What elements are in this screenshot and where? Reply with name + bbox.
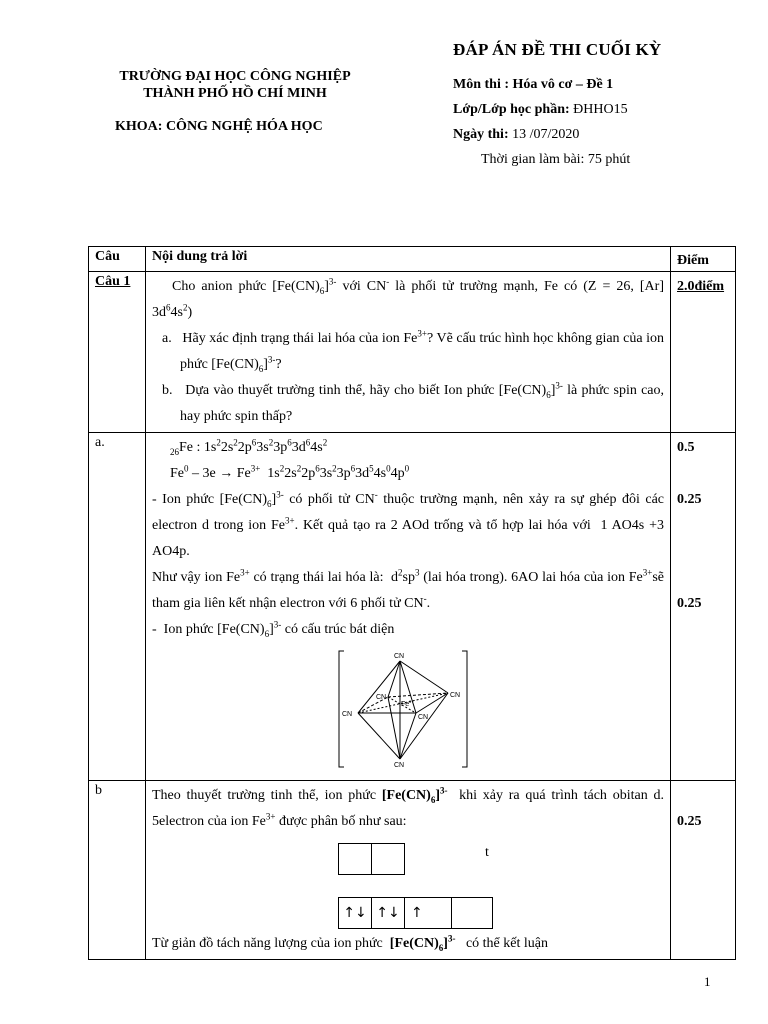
part-b-label: b — [95, 783, 102, 798]
class-label: Lớp/Lớp học phần: — [453, 102, 570, 117]
question-label: Câu 1 — [95, 274, 131, 289]
ligand-label-left: CN — [342, 711, 353, 718]
university-name-line1: TRƯỜNG ĐẠI HỌC CÔNG NGHIỆP — [119, 69, 351, 84]
ligand-label-front: CN — [418, 714, 429, 721]
answer-table — [88, 246, 736, 960]
octahedral-structure-diagram — [338, 649, 468, 769]
university-name-line2: THÀNH PHỐ HỒ CHÍ MINH — [143, 86, 327, 101]
orbital-box-eg-2 — [372, 843, 405, 875]
central-atom-label: Fe — [401, 701, 410, 708]
date-row — [453, 122, 753, 147]
central-atom-charge: 3+ — [409, 699, 414, 704]
ligand-label-top: CN — [394, 653, 405, 660]
orbital-box-t2g-3: ↑ — [405, 897, 452, 929]
date-value: 13 /07/2020 — [512, 127, 580, 142]
header-cau: Câu — [89, 247, 146, 272]
t2g-orbital-boxes — [338, 897, 664, 929]
orbital-box-eg-1 — [338, 843, 372, 875]
orbital-box-t2g-2: ↑↓ — [372, 897, 405, 929]
part-a-content: $_{26}$Fe : $1s^22s^22p^63s^23p^63d^64s^2$ $Fe^0 - 3e \to Fe^{3+}$ $1s^22s^22p^63s^23p^63d^54s^04p^0$ - Ion phức $[Fe(CN)_6]^{3-}$ có phối tử CN- thuộc trường mạnh, nên xảy ra sự ghép đôi các electron d trong ion $Fe^{3+}$. Kết quả tạo ra 2 AOd trống và tổ hợp lai hóa với 1 AO4s +3 AO4p. Như vậy ion $Fe^{3+}$ có trạng thái lai hóa là: $d^2sp^3$ (lai hóa trong). 6AO lai hóa của ion $Fe^{3+}sẽ$ tham gia liên kết nhận electron với 6 phối tử CN-. - Ion phức $[Fe(CN)_6]^{3-}$ có cấu trúc bát diện CN CN CN CN CN CN Fe 3+ — [146, 433, 671, 781]
class-value: ĐHHO15 — [573, 102, 628, 117]
ligand-label-right: CN — [450, 692, 461, 699]
question-score: 2.0điểm — [677, 279, 725, 294]
subject-label: Môn thi : — [453, 77, 509, 92]
score-b: 0.25 — [677, 814, 702, 829]
class-row — [453, 97, 753, 122]
header-noidung: Nội dung trả lời — [146, 247, 671, 272]
question-content: Cho anion phức $[Fe(CN)_6]^{3-}$ với CN- là phối tử trường mạnh, Fe có (Z = 26, [Ar] $3d^64s^2$) a. Hãy xác định trạng thái lai hóa của ion $Fe^{3+}$? Vẽ cấu trúc hình học không gian của ion phức $[Fe(CN)_6]^{3-}$? b. Dựa vào thuyết trường tinh thể, hãy cho biết Ion phức $[Fe(CN)_6]^{3-}$ là phức spin cao, hay phức spin thấp? — [146, 272, 671, 433]
table-row-a — [89, 433, 736, 781]
header-diem: Điểm — [671, 247, 736, 272]
eg-orbital-boxes — [338, 843, 664, 875]
document-title: ĐÁP ÁN ĐỀ THI CUỐI KỲ — [453, 40, 662, 59]
page-number: 1 — [704, 974, 711, 989]
table-header-row — [89, 247, 736, 272]
part-a-label: a. — [95, 435, 105, 450]
exam-duration: Thời gian làm bài: 75 phút — [481, 152, 631, 167]
faculty-name: KHOA: CÔNG NGHỆ HÓA HỌC — [115, 119, 323, 134]
table-row-b — [89, 781, 736, 960]
part-a-scores — [671, 433, 736, 781]
orbital-box-t2g-1: ↑↓ — [338, 897, 372, 929]
header-left — [95, 68, 375, 135]
orbital-level-label: t — [485, 845, 489, 860]
subject-row — [453, 72, 753, 97]
score-a-1: 0.5 — [677, 440, 695, 455]
table-row-q1 — [89, 272, 736, 433]
orbital-box-t2g-empty — [452, 897, 493, 929]
header-right — [453, 40, 753, 172]
score-a-2: 0.25 — [677, 492, 702, 507]
date-label: Ngày thi: — [453, 127, 509, 142]
ligand-label-back-left: CN — [376, 694, 387, 701]
subject-value: Hóa vô cơ – Đề 1 — [512, 77, 614, 92]
score-a-3: 0.25 — [677, 596, 702, 611]
ligand-label-bottom: CN — [394, 762, 405, 769]
part-b-content: Theo thuyết trường tinh thể, ion phức $[Fe(CN)_6]^{3-}$ khi xảy ra quá trình tách obitan d. 5electron của ion $Fe^{3+}$ được phân bố như sau: t ↑↓ ↑↓ ↑ Từ giản đồ tách năng lượng của ion phức $[Fe(CN)_6]^{3-}$ có thể kết luận — [146, 781, 671, 960]
